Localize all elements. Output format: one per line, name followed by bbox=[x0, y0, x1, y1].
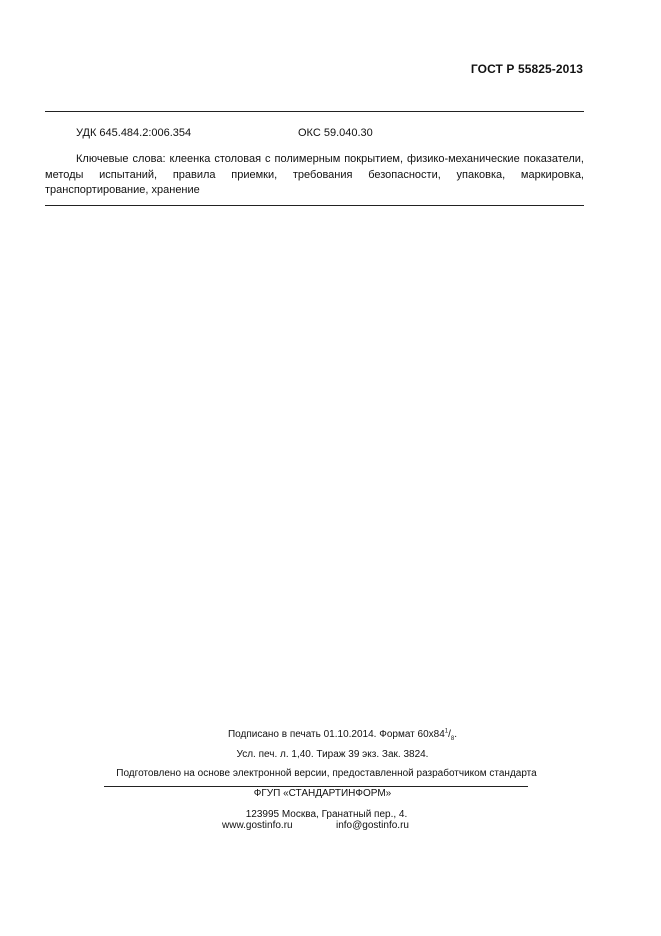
imprint-divider bbox=[104, 786, 528, 787]
keywords-paragraph: Ключевые слова: клеенка столовая с полимерным покрытием, физико-механические показатели, методы испытаний, правила приемки, требования безопасности, упаковка, маркировка, транспортирование, хранение bbox=[45, 153, 584, 196]
format-denominator: 8 bbox=[450, 736, 455, 742]
keywords-divider bbox=[45, 205, 584, 206]
top-divider bbox=[45, 111, 584, 112]
signed-suffix: . bbox=[454, 729, 458, 740]
udk-code: УДК 645.484.2:006.354 bbox=[76, 127, 192, 139]
signed-for-print-line: Подписано в печать 01.10.2014. Формат $60х84^1/_8$. bbox=[227, 728, 458, 742]
publisher-email: info@gostinfo.ru bbox=[336, 820, 409, 831]
standard-number: ГОСТ Р 55825-2013 bbox=[470, 62, 583, 76]
oks-code: ОКС 59.040.30 bbox=[298, 127, 373, 139]
format-numerator: 1 bbox=[444, 728, 449, 735]
signed-for-print-text: Подписано в печать 01.10.2014. Формат 60х84 bbox=[227, 729, 445, 740]
publisher-name: ФГУП «СТАНДАРТИНФОРМ» bbox=[253, 788, 392, 799]
prepared-note: Подготовлено на основе электронной версии, предоставленной разработчиком стандарта bbox=[116, 768, 537, 779]
print-run-line: Усл. печ. л. 1,40. Тираж 39 экз. Зак. 3824. bbox=[236, 749, 429, 760]
publisher-website: www.gostinfo.ru bbox=[222, 820, 293, 831]
publisher-address: 123995 Москва, Гранатный пер., 4. bbox=[245, 809, 408, 820]
